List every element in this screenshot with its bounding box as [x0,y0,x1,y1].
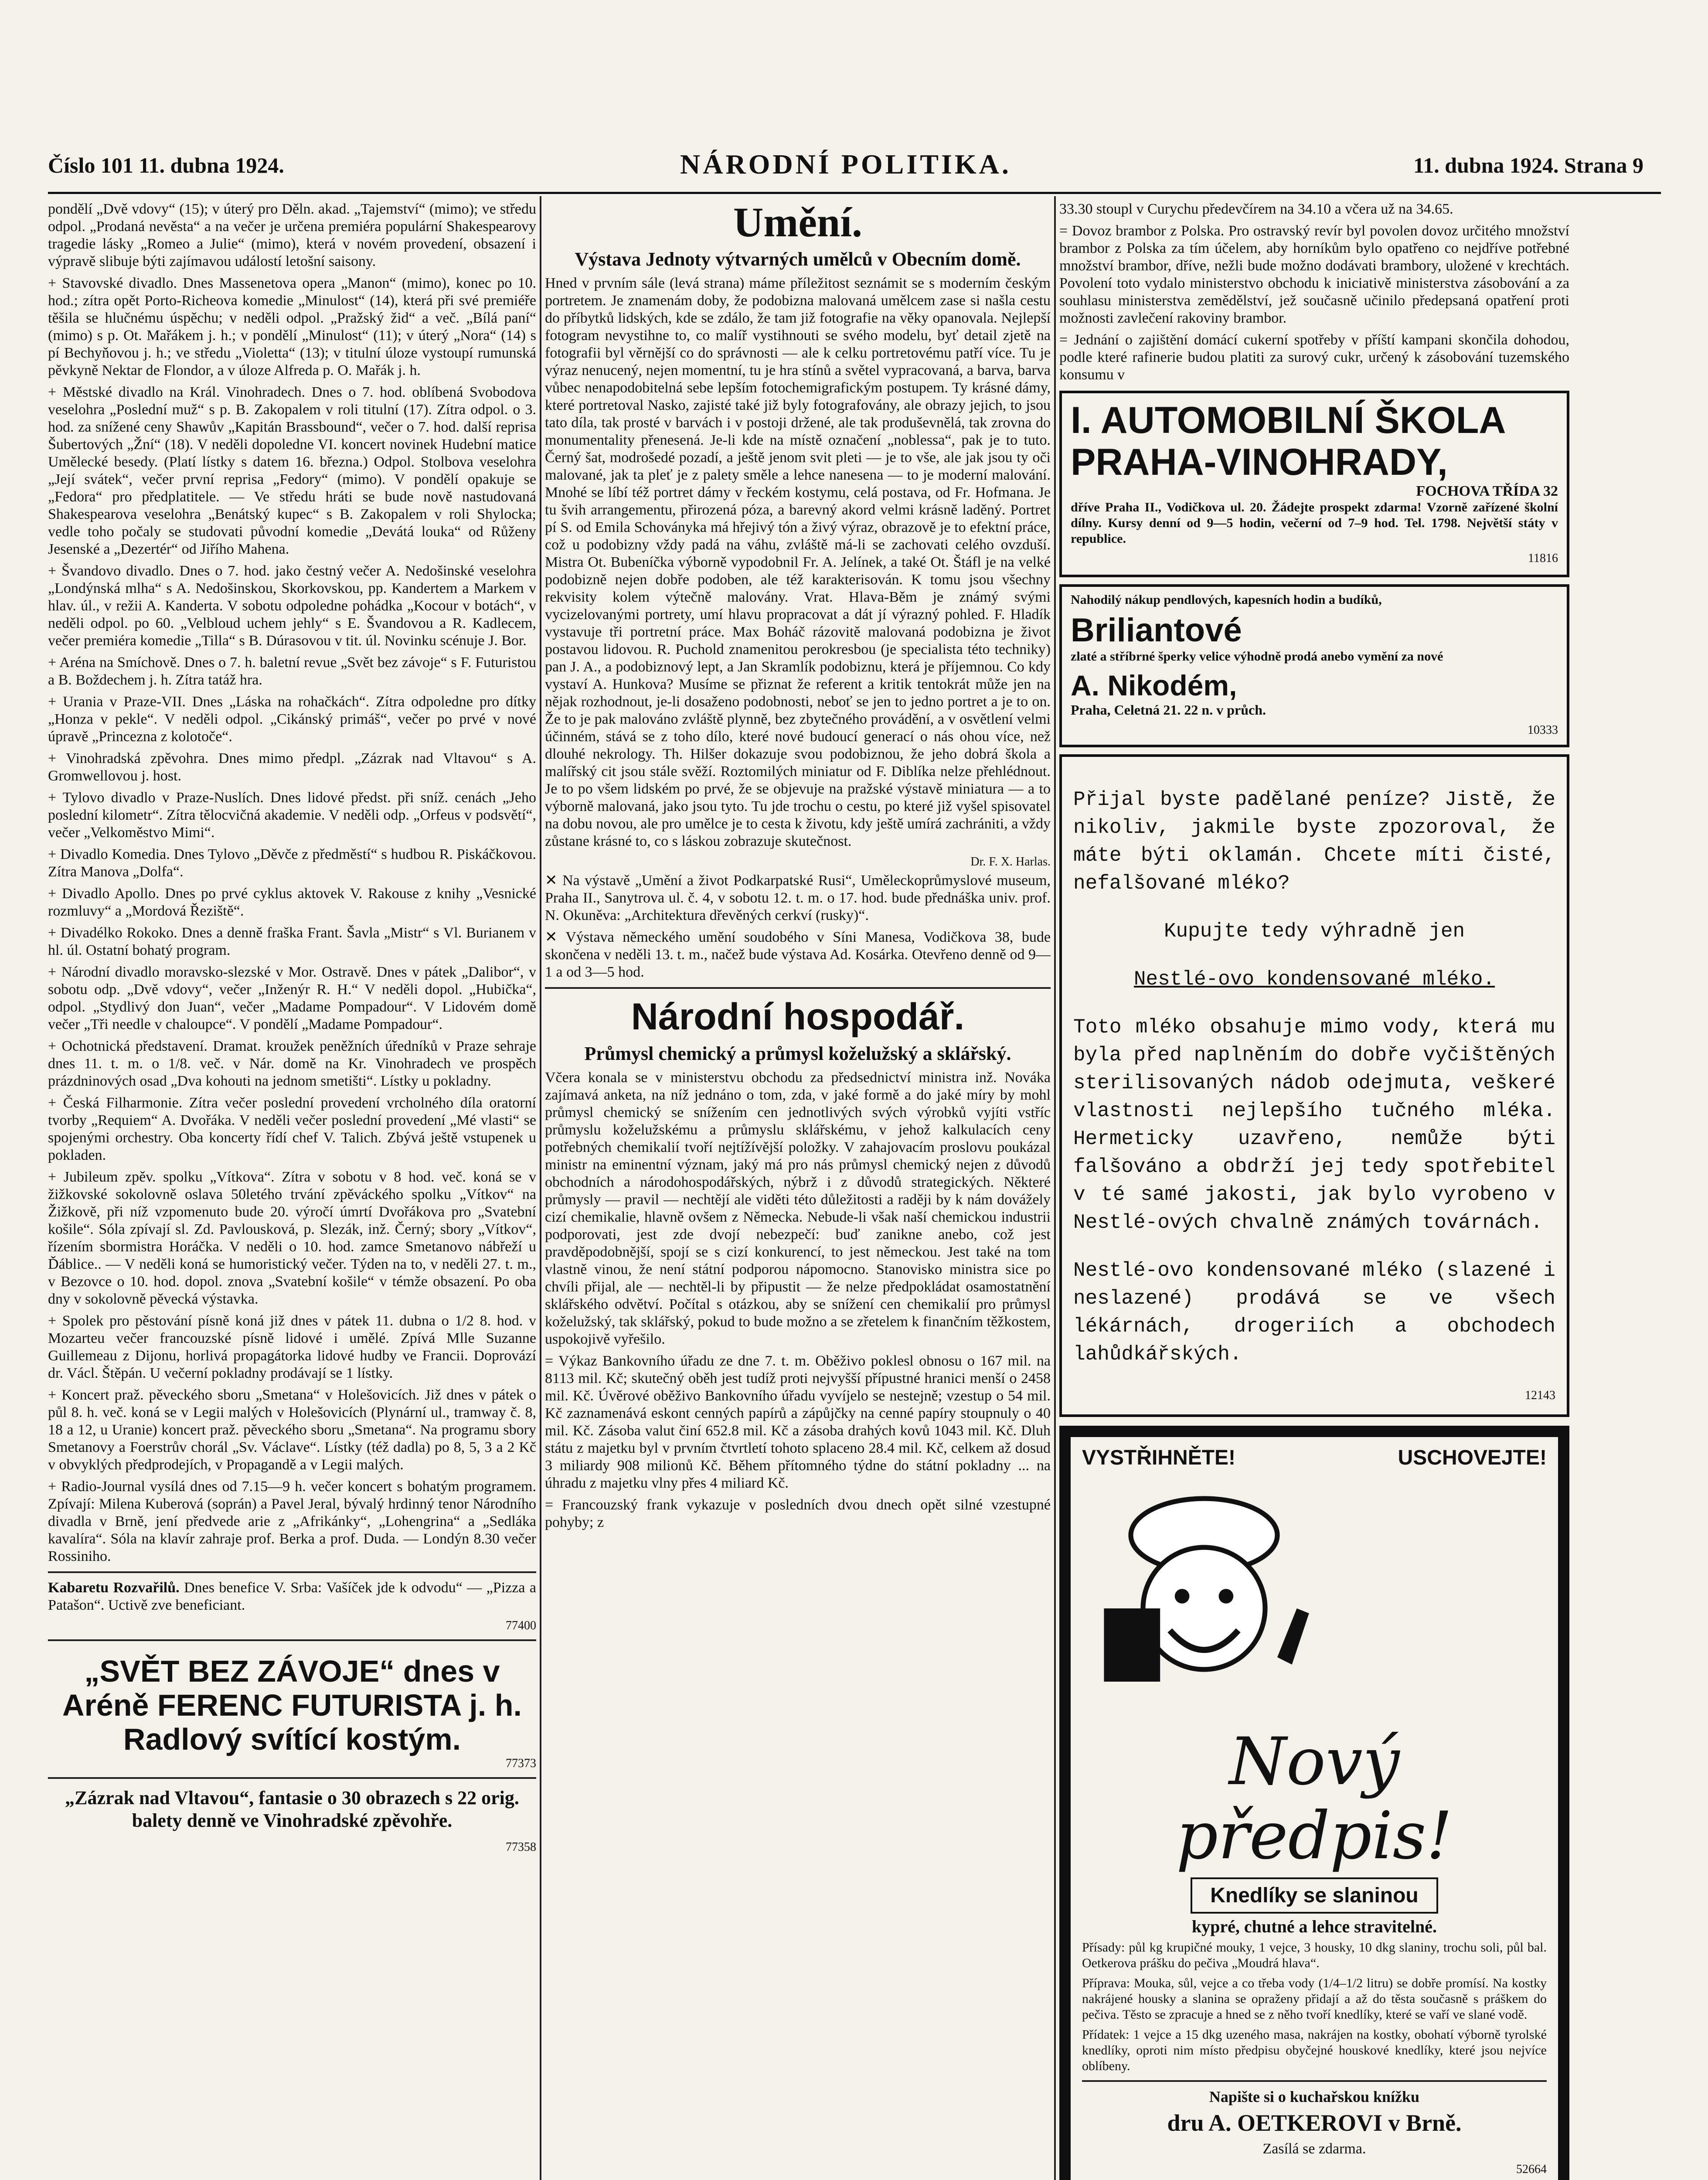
ad-number: 52664 [1516,2163,1547,2176]
nestle-ad [1059,754,1569,1417]
oetker-keep-label: USCHOVEJTE! [1398,1446,1547,1469]
oetker-ad [1059,1426,1569,2180]
oetker-addition: Přídatek: 1 vejce a 15 dkg uzeného masa, nakrájen na kostky, obohatí výborně tyrolské knedlíky, oproti nim místo předpisu obyčejné houskové knedlíky, které jsou nejvíce oblíbeny. [1082,2027,1547,2073]
oetker-ad-inner [1071,1437,1558,2180]
theatre-item: + Radio-Journal vysílá dnes od 7.15—9 h. večer koncert s bohatým programem. Zpívají: Milena Kuberová (soprán) a Pavel Jeral, bývalý hrdinný tenor Národního divadla v Brně, jení předvede arie z „Afrikánky“, „Lohengrina“ a „Sedláka kavalíra“. Sóla na klavír zahraje prof. Berka a prof. Duda. — Londýn 8.30 večer Rossiniho. [48,1478,536,1564]
newspaper-title: NÁRODNÍ POLITIKA. [680,149,1011,180]
ad-number: 77358 [506,1840,536,1854]
column-rule [1054,196,1056,2180]
theatre-item: + Stavovské divadlo. Dnes Massenetova opera „Manon“ (mimo), konec po 10. hod.; zítra opět Porto-Richeova komedie „Minulost“ (14), která při své premiéře těšila se hlučnému úspěchu; v neděli odpol. „Pražský žid“ a več. „Bílá paní“ (mimo) s p. Ot. Mařákem j. h.; v pondělí „Minulost“ (11); v úterý „Nora“ (14) s pí Bechyňovou j. h.; ve středu „Violetta“ (13); v titulní úloze vystoupí rumunská pěvkyně Nektar de Flondor, a v úloze Alfreda p. O. Mařák j. h. [48,275,536,378]
jeweller-ad [1059,584,1569,747]
theatre-item: + Česká Filharmonie. Zítra večer poslední provedení vrcholného díla oratorní tvorby „Requiem“ A. Dvořáka. V neděli večer poslední provedení „Mé vlasti“ se spojenými orchestry. Oba koncerty řídí chef V. Talich. Zbývá ještě vstupenek u pokladen. [48,1095,536,1163]
divider [48,1639,536,1641]
oetker-headline: Nový předpis! [1176,1724,1453,1874]
oetker-recipe-title: Knedlíky se slaninou [1191,1877,1438,1914]
nestle-product: Nestlé-ovo kondensované mléko. [1133,968,1495,991]
cabaret-notice [48,1579,536,1614]
nestle-text: Přijal byste padělané peníze? Jistě, že nikoliv, jakmile byste zpozoroval, že máte býti oklamán. Chcete míti čisté, nefalšované mléko? [1073,788,1555,895]
column-rule [540,196,541,2180]
chef-illustration-icon [1082,1474,1326,1718]
theatre-item: pondělí „Dvě vdovy“ (15); v úterý pro Děln. akad. „Tajemství“ (mimo); ve středu odpol. „Prodaná nevěsta“ a na večer je určena premiéra populární Shakespearovy tragedie lásky „Romeo a Julie“ (mimo), která v novém provedení, obsazení i výpravě slibuje býti zajímavou událostí letošní saisony. [48,201,536,269]
auto-school-text: dříve Praha II., Vodičkova ul. 20. Žádejte prospekt zdarma! Vzorně zařízené školní dílny. Kursy denní od 9—5 hodin, večerní od 7–9 hod. Tel. 1798. Největší státy v republice. [1071,500,1558,546]
article-item: = Francouzský frank vykazuje v posledních dvou dnech opět silné vzestupné pohyby; z [545,1497,1051,1530]
ad-number: 11816 [1528,552,1558,565]
theatre-item: + Aréna na Smíchově. Dnes o 7. h. baletní revue „Svět bez závoje“ s F. Futuristou a B. Boždechem j. h. Zítra tatáž hra. [48,654,536,688]
theatre-item: + Tylovo divadlo v Praze-Nuslích. Dnes lidové předst. při sníž. cenách „Jeho poslední kilometr“. Zítra tělocvičná akademie. V neděli odp. „Orfeus v podsvětí“, večer „Velkoměstvo Mimi“. [48,790,536,841]
date-page: 11. dubna 1924. Strana 9 [1413,153,1643,177]
section-heading-economy: Národní hospodář. [631,996,965,1038]
article-item: = Jednání o zajištění domácí cukerní spotřeby v příští kampani skončila dohodou, podle které rafinerie budou platiti za surový cukr, určený k zásobování tuzemského konsumu v [1059,332,1569,383]
cabaret-title: Kabaretu Rozvařilů. [48,1580,180,1596]
auto-school-address: FOCHOVA TŘÍDA 32 [1416,483,1558,499]
jeweller-name: A. Nikodém, [1071,669,1237,702]
article-item: = Dovoz brambor z Polska. Pro ostravský revír byl povolen dovoz určitého množství brambor z Polska za tím účelem, aby horníkům bylo opatřeno co nejdříve potřebné množství brambor, dříve, nežli bude možno dodávati brambory, uložené v krechtách. Povolení toto vydalo ministerstvo obchodu k iniciativě ministerstva zásobování a za souhlasu ministerstva zemědělství, jež současně učinilo předepsaná opatření proti možnosti zavlečení rakoviny brambor. [1059,223,1569,326]
oetker-preparation: Příprava: Mouka, sůl, vejce a co třeba vody (1/4–1/2 litru) se dobře promísí. Na kostky nakrájené housky a slanina se opraženy přidají a až do těsta současně s práškem do pečiva. Těsto se zpracuje a hned se z něho tvoří knedlíky, které se vaří ve slané vodě. [1082,1976,1547,2022]
jeweller-text: Nahodilý nákup pendlových, kapesních hodin a budíků, [1071,593,1382,607]
auto-school-title: I. AUTOMOBILNÍ ŠKOLA PRAHA-VINOHRADY, [1071,399,1505,483]
oetker-header [1082,1446,1547,1470]
ad-number: 77373 [506,1757,536,1770]
nestle-text: Nestlé-ovo kondensované mléko (slazené i neslazené) prodává se ve všech lékárnách, drogeriích a obchodech lahůdkářských. [1073,1259,1555,1366]
theatre-item: + Divadélko Rokoko. Dnes a denně fraška Frant. Šavla „Mistr“ s Vl. Burianem v hl. úl. Ostatní bohatý program. [48,925,536,958]
theatre-item: + Urania v Praze-VII. Dnes „Láska na rohačkách“. Zítra odpoledne pro dítky „Honza v pekle“. V neděli odpol. „Cikánský primáš“, večer po prvé v nové úpravě „Princezna z kolotoče“. [48,694,536,745]
theatre-item: + Divadlo Komedia. Dnes Tylovo „Děvče z předměstí“ s hudbou R. Piskáčkovou. Zítra Manova „Dolfa“. [48,846,536,880]
theatre-item: + Spolek pro pěstování písně koná již dnes v pátek 11. dubna o 1/2 8. hod. v Mozarteu večer francouzské písně lidové i umělé. Zpívá Mlle Suzanne Guillemeau z Dijonu, horlivá propagátorka lidové hudby ve Francii. Doprovází dr. Václ. Štěpán. U večerní pokladny prodávají se 1 lístky. [48,1313,536,1381]
article-item: 33.30 stoupl v Curychu předevčírem na 34.10 a včera už na 34.65. [1059,201,1453,217]
theatre-item: + Koncert praž. pěveckého sboru „Smetana“ v Holešovicích. Již dnes v pátek o půl 8. h. več. koná se v Legii malých v Holešovicích (Plynární ul., tramway č. 8, 18 a 12, u Uranie) koncert praž. pěveckého sboru „Smetana“. Na programu sbory Smetanovy a Foerstrův chorál „Sv. Václave“. Lístky (též dadla) po 8, 5, 3 a 2 Kč v obvyklých předprodejích, v Propagandě a v Legii malých. [48,1387,536,1473]
article-body: Hned v prvním sále (levá strana) máme příležitost seznámit se s moderním českým portretem. Je znamenám doby, že podobizna malovaná umělcem zase si našla cestu do příbytků lidských, kde se zdálo, že tam již fotografie na věky opanovala. Nejlepší fotogram nevystihne to, co malíř vystihnouti se svého modelu, byť detail zjetě na fotografii byl věrnější co do správnosti — ale k celku portretovému patří více. Tu je výraz nenucený, nejen momentní, tu je hra stínů a světel vypracovaná, a barva, barva vůbec nenapodobitelná sebe lepším fotochemigrafickým postupem. Ty krásné dámy, které portretoval Nasko, zajisté také již byly fotografovány, ale obrazy jejich, to jsou tato díla, tak prosté v barvách i v postoji držené, ale tak produševnělá, tak zrovna do monumentality přenesená. Je-li kde na místě označení „noblessa“, pak je to tuto. Černý šat, modrošedé pozadí, a ještě jenom svit pleti — je to vše, ale jak jsou ty oči malované, jak ta pleť je z palety směle a lehce nanesena — to je moderní malování. Mnohé se líbí též portret dámy v řeckém kostymu, celá postava, od Fr. Hofmana. Je tu švih arrangementu, přirozená póza, a barevný akord velmi krásně laděný. Portret pí S. od Emila Schoványka má hřejivý tón a živý výraz, obrazově je to efektní práce, což u podobizny vždy padá na váhu, zvláště má-li se zachovati celého ovzduší. Mistra Ot. Bubeníčka výborně vypodobnil Fr. A. Jelínek, a také Ot. Štáfl je na velké podobizně nejen dobře podoben, ale též karakterisován. K tomu jsou všechny rekvisity kolem výtečně malovány. Vrat. Hlava-Běm je známý svými vycizelovanými portrety, umí hlavu propracovat a dát jí výrazný pohled. F. Hladík vystavuje tři portretní práce. Max Boháč rázovitě malovaná podobizna je život postavou lidovou. R. Puchold znamenitou perokresbou (je specialista této techniky) pan J. A., a podobiznový lept, a Jan Skramlík podobiznu, která je příjemnou. Co kdy vystaví A. Hunkova? Musíme se přiznat že referent a kritik tentokrát může jen na nějak rozhodnout, je-li dosaženo podobnosti, neboť se jen to jedno portret a je to on. Že to je pak malováno zvláště plynně, bez zbytečného provádění, a v osvětlení velmi účinném, stává se z toho dílo, které nové budoucí generací o nás ohou více, než dlouhé nekrology. Th. Hilšer dokazuje svou podobiznou, že jeho dobrá škola a malířský cit jsou stále svěží. Roztomilých miniatur od F. Diblíka nelze přehlédnout. Je to po všem lidském po prvé, že se objevuje na pražské výstavě miniatura — a to výborně malovaná, jako jsou tyto. Tu jde trochu o cestu, po které již vyšel spisovatel na dobu novou, ale pro umělce je to cesta k životu, kdy ještě umírá zachrániti, a vždy zůstane krásné to, co s láskou zobrazuje skutečnost. [545,275,1051,849]
article-signature: Dr. F. X. Harlas. [970,855,1051,869]
oetker-footer: Zasílá se zdarma. [1262,2141,1366,2157]
jeweller-address: Praha, Celetná 21. 22 n. v průch. [1071,702,1266,718]
ad-number: 12143 [1525,1389,1555,1402]
ad-number: 77400 [506,1619,536,1632]
divider [545,987,1051,989]
divider [1082,2080,1547,2082]
article-body: Včera konala se v ministerstvu obchodu za předsednictví ministra inž. Nováka zajímavá anketa, na níž jednáno o tom, zda, v jaké formě a do jaké míry by mohl průmysl chemický se snížením cen jednotlivých svých výrobků vyjíti vstříc průmyslu koželužskému a průmyslu sklářskému, v jehož kalkulacích ceny potřebných chemikalií tvoří nejtížívější položky. V zahajovacím proslovu poukázal ministr na eminentní význam, jaký má pro nás průmysl chemický nejen z důvodů obchodních a národohospodářských, nýbrž i z důvodů strategických. Některé průmysly — pravil — nechtějí ale viděti této důležitosti a raději by k nám dovážely cizí chemikalie, hlavně ovšem z Německa. Nebude-li však naší chemickou industrii podporovati, jest zde dvojí nebezpečí: buď zanikne anebo, což jest pravděpodobnější, spojí se s cizí konkurencí, to jest německou. Jest také na tom vlastně vinou, že není státní podporou nápomocno. Stanovisko ministra sice po chvíli přijal, ale — nechtěl-li by připustit — že nelze předpokládat osamostatnění sklářského odvětví. Počítal s otázkou, aby se snížení cen chemikalií pro průmysl koželužský, tak sklářský, pokud to bude možno a se zřetelem k finančním těžkostem, uspokojivě vyřešilo. [545,1070,1051,1347]
column-ads [1059,201,1569,2180]
theatre-item: + Národní divadlo moravsko-slezské v Mor. Ostravě. Dnes v pátek „Dalibor“, v sobotu odp. „Dvě vdovy“, večer „Inženýr R. H.“ V neděli dopol. „Hubička“, odpol. „Stydlivý don Juan“, večer „Madame Pompadour“. V Lidovém domě večer „Tři needle v chaloupce“. V pondělí „Madame Pompadour“. [48,964,536,1032]
auto-school-ad [1059,391,1569,577]
theatre-item: + Ochotnická představení. Dramat. kroužek peněžních úředníků v Praze sehraje dnes 11. t. m. o 1/8. več. v Nár. domě na Kr. Vinohradech ve prospěch prázdninových osad „Dva kohouti na jednom smetišti“. Lístky u pokladny. [48,1038,536,1089]
divider [48,1777,536,1779]
theatre-item: + Městské divadlo na Král. Vinohradech. Dnes o 7. hod. oblíbená Svobodova veselohra „Poslední muž“ s p. B. Zakopalem v roli titulní (17). Zítra odpol. o 3. hod. za snížené ceny Shawův „Kapitán Brassbound“, večer o 7. hod. další reprisa Šubertových „Žní“ (18). V neděli dopoledne VI. koncert novinek Hudební matice Umělecké besedy. (Platí lístky s datem 16. března.) Odpol. Stolbova veselohra „Její svátek“, večer první reprisa „Fedory“ (mimo). V pondělí opakuje se „Fedora“ pro předplatitele. — Ve středu hráti se bude nově nastudovaná Shakespearova veselohra „Benátský kupec“ s B. Zakopalem v roli Shylocka; vedle toho počaly se studovati původní komedie „Devátá louka“ od Růženy Jesenské a „Dezertér“ od Jiřího Mahena. [48,384,536,557]
divider [48,1571,536,1573]
article-heading: Průmysl chemický a průmysl koželužský a sklářský. [584,1043,1011,1064]
oetker-subtitle: kypré, chutné a lehce stravitelné. [1191,1917,1437,1936]
column-art-economy [545,201,1051,2180]
theatre-item: + Vinohradská zpěvohra. Dnes mimo předpl. „Zázrak nad Vltavou“ s A. Gromwellovou j. host. [48,750,536,784]
oetker-cut-label: VYSTŘIHNĚTE! [1082,1446,1236,1469]
oetker-company: dru A. OETKEROVI v Brně. [1167,2110,1462,2136]
jeweller-text: zlaté a stříbrné šperky velice výhodně prodá anebo vymění za nové [1071,649,1443,664]
cabaret-text: Dnes benefice V. Srba: Vašíček jde k odvodu“ — „Pizza a Patašon“. Uctivě zve beneficiant. [48,1580,536,1613]
article-item: ✕ Výstava německého umění soudobého v Síni Manesa, Vodičkova 38, bude skončena v neděli 13. t. m., načež bude výstava Ad. Kosárka. Otevřeno denně od 9—1 a od 3—5 hod. [545,929,1051,980]
opera-ad: „Zázrak nad Vltavou“, fantasie o 30 obrazech s 22 orig. balety denně ve Vinohradské zpěvohře. [65,1787,519,1831]
section-heading-art: Umění. [733,201,862,245]
nestle-text: Kupujte tedy výhradně jen [1164,920,1465,943]
issue-number: Číslo 101 11. dubna 1924. [48,153,284,177]
arena-ad: „SVĚT BEZ ZÁVOJE“ dnes v Aréně FERENC FUTURISTA j. h. Radlový svítící kostým. [62,1654,522,1756]
oetker-ingredients: Přísady: půl kg krupičné mouky, 1 vejce, 3 housky, 10 dkg slaniny, trochu soli, půl bal. Oetkerova prášku do pečiva „Moudrá hlava“. [1082,1940,1547,1970]
theatre-item: + Jubileum zpěv. spolku „Vítkova“. Zítra v sobotu v 8 hod. več. koná se v žižkovské sokolovně oslava 50letého trvání zpěváckého spolku „Vítkov“ na Žižkově, při níž vzpomenuto bude 20. výročí úmrtí Dvořákova pro „Svatební košile“. Sóla zpívají sl. Zd. Pavlousková, p. Slezák, inž. Černý; sbory „Vítkov“, řízením sbormistra Horáčka. V neděli o 10. hod. zamce Smetanovo nábřeží u Ďáblice.. — V neděli koná se humoristický večer. Týden na to, v neděli 27. t. m., v Bezovce o 10. hod. dopol. znova „Svatební košile“ v témže obsazení. Po oba dny v sokolovně pěvecká výstavka. [48,1169,536,1307]
masthead [48,144,1661,194]
article-item: = Výkaz Bankovního úřadu ze dne 7. t. m. Oběživo poklesl obnosu o 167 mil. na 8113 mil. Kč; skutečný oběh jest tudíž proti nejvyšší přípustné hranici menší o 2458 mil. Kč. Úvěrové oběživo Bankovního úřadu vyvíjelo se nestejně; vzestup o 54 mil. Kč zaznamenává eskont cenných papírů a zápůjčky na cenné papíry stoupnuly o 40 mil. Kč. Zásoba valut činí 652.8 mil. Kč a zásoba drahých kovů 1043 mil. Kč. Dluh státu z majetku byl v prvním čtvrtletí tohoto splaceno 28.4 mil. Kč, celkem až dosud 3 miliardy 908 milionů Kč. Během přítomného týdne do státní pokladny ... na úhradu z majetku vlny přes 4 miliard Kč. [545,1353,1051,1491]
article-item: ✕ Na výstavě „Umění a život Podkarpatské Rusi“, Uměleckoprůmyslové museum, Praha II., Sanytrova ul. č. 4, v sobotu 12. t. m. o 17. hod. bude přednáška univ. prof. N. Okuněva: „Architektura dřevěných cerkví (rusky)“. [545,872,1051,923]
theatre-item: + Divadlo Apollo. Dnes po prvé cyklus aktovek V. Rakouse z knihy „Vesnické rozmluvy“ a „Mordová Řeziště“. [48,886,536,919]
theatre-item: + Švandovo divadlo. Dnes o 7. hod. jako čestný večer A. Nedošinské veselohra „Londýnská mlha“ s A. Nedošinskou, Skorkovskou, pp. Kandertem a Markem v hlav. úl., v režii A. Kanderta. V sobotu odpoledne pohádka „Kocour v botách“, v neděli odpol. po 60. „Velbloud uchem jehly“ s E. Švandovou a R. Kadlecem, večer premiéra komedie „Tilla“ s B. Dúrasovou v tit. úl. Novinku scénuje J. Bor. [48,563,536,649]
jeweller-brilliant: Briliantové [1071,612,1242,649]
oetker-footer: Napište si o kuchařskou knížku [1209,2088,1420,2105]
nestle-text: Toto mléko obsahuje mimo vody, která mu byla před naplněním do dobře vyčištěných sterilisovaných nádob odejmuta, veškeré vlastnosti nejlepšího tučného mléka. Hermeticky uzavřeno, nemůže býti falšováno a obdrží jej tedy spotřebitel v té samé jakosti, jak bylo vyrobeno v Nestlé-ových chvalně známých továrnách. [1073,1016,1555,1234]
ad-number: 10333 [1528,723,1558,737]
article-heading: Výstava Jednoty výtvarných umělců v Obecním domě. [575,249,1021,270]
column-theatre [48,201,536,2180]
